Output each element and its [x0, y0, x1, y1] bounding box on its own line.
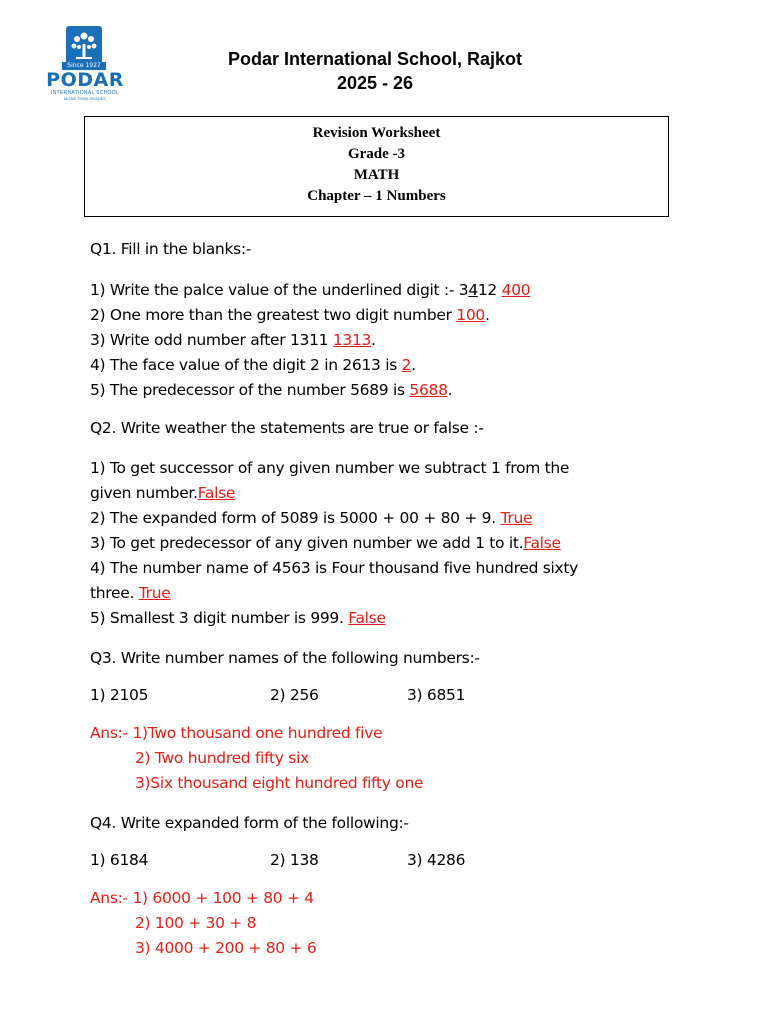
tree-emblem-icon — [66, 26, 102, 64]
q4-number-1: 1) 6184 — [90, 851, 149, 869]
answer: True — [138, 584, 171, 602]
q2-item-5: 5) Smallest 3 digit number is 999. False — [90, 609, 386, 627]
q4-answer-3: 3) 4000 + 200 + 80 + 6 — [135, 939, 317, 957]
q1-item-1: 1) Write the palce value of the underlined digit :- 3412 400 — [90, 281, 531, 299]
chapter-label: Chapter – 1 Numbers — [307, 188, 446, 204]
q2-item-1a: 1) To get successor of any given number we subtract 1 from the — [90, 459, 570, 477]
subject-label: MATH — [353, 167, 400, 183]
answer: False — [197, 484, 236, 502]
q1-item-2: 2) One more than the greatest two digit number 100. — [90, 306, 490, 324]
answer: True — [500, 509, 533, 527]
answer: False — [348, 609, 386, 627]
q3-number-1: 1) 2105 — [90, 686, 149, 704]
q4-number-3: 3) 4286 — [407, 851, 466, 869]
q2-item-1b: given number.False — [90, 484, 236, 502]
q3-number-3: 3) 6851 — [407, 686, 466, 704]
grade-label: Grade -3 — [347, 146, 406, 162]
underlined-digit: 4 — [468, 281, 478, 299]
q2-item-4b: three. True — [90, 584, 171, 602]
logo-wordmark: PODAR — [46, 69, 124, 91]
answer: 1313 — [332, 331, 372, 349]
answer: 5688 — [409, 381, 448, 399]
q3-answer-3: 3)Six thousand eight hundred fifty one — [135, 774, 424, 792]
answer: False — [523, 534, 561, 552]
worksheet-title: Revision Worksheet — [312, 125, 441, 141]
logo-subtitle: INTERNATIONAL SCHOOL — [51, 90, 119, 96]
q1-item-3: 3) Write odd number after 1311 1313. — [90, 331, 376, 349]
q4-number-2: 2) 138 — [270, 851, 319, 869]
q3-heading: Q3. Write number names of the following numbers:- — [90, 649, 480, 667]
q2-item-4a: 4) The number name of 4563 is Four thousand five hundred sixty — [90, 559, 579, 577]
q1-item-5: 5) The predecessor of the number 5689 is 5688. — [90, 381, 453, 399]
q2-item-3: 3) To get predecessor of any given number we add 1 to it.False — [90, 534, 561, 552]
answer: 2 — [401, 356, 412, 374]
school-logo — [40, 26, 130, 100]
logo-tagline: MORE THAN GRADES — [64, 96, 106, 101]
q2-item-2: 2) The expanded form of 5089 is 5000 + 00 + 80 + 9. True — [90, 509, 533, 527]
academic-year: 2025 - 26 — [336, 73, 414, 93]
school-name: Podar International School, Rajkot — [227, 49, 523, 69]
answer: 400 — [501, 281, 531, 299]
worksheet-title-box — [84, 116, 669, 217]
q1-heading: Q1. Fill in the blanks:- — [90, 240, 252, 258]
logo-since: Since 1927 — [62, 62, 106, 70]
answer: 100 — [456, 306, 485, 324]
q4-answer-2: 2) 100 + 30 + 8 — [135, 914, 257, 932]
q1-item-4: 4) The face value of the digit 2 in 2613 is 2. — [90, 356, 416, 374]
q2-heading: Q2. Write weather the statements are true or false :- — [90, 419, 484, 437]
q4-answer-1: Ans:- 1) 6000 + 100 + 80 + 4 — [90, 889, 314, 907]
q3-answer-1: Ans:- 1)Two thousand one hundred five — [90, 724, 383, 742]
q3-number-2: 2) 256 — [270, 686, 319, 704]
q3-answer-2: 2) Two hundred fifty six — [135, 749, 309, 767]
q4-heading: Q4. Write expanded form of the following:- — [90, 814, 409, 832]
